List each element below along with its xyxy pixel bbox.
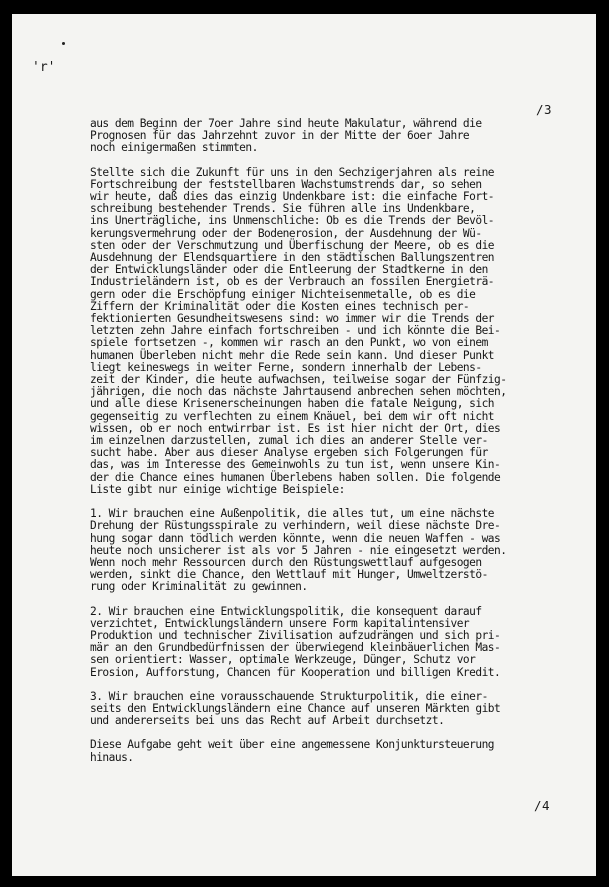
text-line: liegt keineswegs in weiter Ferne, sondern innerhalb der Lebens- — [90, 360, 482, 374]
text-line: letzten zehn Jahre einfach fortschreiben - und ich könnte die Bei- — [90, 324, 501, 338]
body-text — [90, 118, 590, 776]
margin-mark: 'r' — [32, 60, 56, 75]
text-line: spiele fortsetzen -, kommen wir rasch an den Punkt, wo von einem — [90, 336, 488, 350]
text-line: und alle diese Krisenerscheinungen haben die fatale Neigung, sich — [90, 397, 495, 411]
text-line: fektionierten Gesundheitswesens sind: wo immer wir die Trends der — [90, 312, 495, 326]
text-line: Stellte sich die Zukunft für uns in den Sechzigerjahren als reine — [90, 165, 495, 179]
text-line: ins Unerträgliche, ins Unmenschliche: Ob es die Trends der Bevöl- — [90, 214, 495, 228]
text-line: hinaus. — [90, 750, 134, 764]
text-line: Prognosen für das Jahrzehnt zuvor in der Mitte der 6oer Jahre — [90, 129, 470, 143]
paragraph — [90, 508, 590, 593]
text-line: Wenn noch mehr Ressourcen durch den Rüstungswettlauf aufgesogen — [90, 555, 482, 569]
text-line: noch einigermaßen stimmten. — [90, 141, 258, 155]
text-line: mär an den Grundbedürfnissen der überwiegend kleinbäuerlichen Mas- — [90, 641, 501, 655]
text-line: sen orientiert: Wasser, optimale Werkzeuge, Dünger, Schutz vor — [90, 653, 476, 667]
text-line: der die Chance eines humanen Überlebens haben sollen. Die folgende — [90, 470, 501, 484]
text-line: werden, sinkt die Chance, den Wettlauf mit Hunger, Umweltzerstö- — [90, 568, 488, 582]
text-line: zeit der Kinder, die heute aufwachsen, teilweise sogar der Fünfzig- — [90, 373, 507, 387]
text-line: humanen Überleben nicht mehr die Rede sein kann. Und dieser Punkt — [90, 348, 495, 362]
paragraph — [90, 739, 590, 763]
paragraph — [90, 691, 590, 728]
text-line: rung oder Kriminalität zu gewinnen. — [90, 580, 308, 594]
text-line: wissen, ob er noch entwirrbar ist. Es ist hier nicht der Ort, dies — [90, 421, 501, 435]
text-line: der Entwicklungsländer oder die Entleerung der Stadtkerne in den — [90, 263, 488, 277]
text-line: 1. Wir brauchen eine Außenpolitik, die alles tut, um eine nächste — [90, 507, 495, 521]
text-line: Ziffern der Kriminalität oder die Kosten eines technisch per- — [90, 299, 470, 313]
text-line: jährigen, die noch das nächste Jahrtausend anbrechen sehen möchten, — [90, 385, 507, 399]
text-line: Fortschreibung der feststellbaren Wachstumstrends dar, so sehen — [90, 177, 482, 191]
text-line: aus dem Beginn der 7oer Jahre sind heute Makulatur, während die — [90, 117, 482, 130]
document-page — [12, 14, 596, 876]
text-line: das, was im Interesse des Gemeinwohls zu tun ist, wenn unsere Kin- — [90, 458, 501, 472]
scan-speck — [62, 42, 65, 45]
text-line: Diese Aufgabe geht weit über eine angemessene Konjunktursteuerung — [90, 738, 495, 752]
text-line: heute noch unsicherer ist als vor 5 Jahren - nie eingesetzt werden. — [90, 543, 507, 557]
text-line: 3. Wir brauchen eine vorausschauende Strukturpolitik, die einer- — [90, 689, 488, 703]
text-line: schreibung bestehender Trends. Sie führen alle ins Undenkbare, — [90, 202, 476, 216]
page-number-top: /3 — [536, 102, 553, 117]
text-line: und andererseits bei uns das Recht auf Arbeit durchsetzt. — [90, 714, 445, 728]
paragraph — [90, 167, 590, 496]
text-line: kerungsvermehrung oder der Bodenerosion, der Ausdehnung der Wü- — [90, 226, 482, 240]
text-line: wir heute, daß dies das einzig Undenkbare ist: die einfache Fort- — [90, 190, 495, 204]
text-line: Industrieländern ist, ob es der Verbrauch an fossilen Energieträ- — [90, 275, 495, 289]
text-line: Drehung der Rüstungsspirale zu verhindern, weil diese nächste Dre- — [90, 519, 501, 533]
text-line: Produktion und technischer Zivilisation aufzudrängen und sich pri- — [90, 628, 501, 642]
text-line: gern oder die Erschöpfung einiger Nichteisenmetalle, ob es die — [90, 287, 476, 301]
paragraph — [90, 118, 590, 155]
paragraph — [90, 606, 590, 679]
text-line: seits den Entwicklungsländern eine Chance auf unseren Märkten gibt — [90, 701, 501, 715]
text-line: gegenseitig zu verflechten zu einem Knäuel, bei dem wir oft nicht — [90, 409, 495, 423]
text-line: sucht habe. Aber aus dieser Analyse ergeben sich Folgerungen für — [90, 446, 488, 460]
text-line: sten oder der Verschmutzung und Überfischung der Meere, ob es die — [90, 238, 495, 252]
page-number-bottom: /4 — [534, 798, 551, 813]
text-line: im einzelnen darzustellen, zumal ich dies an anderer Stelle ver- — [90, 434, 488, 448]
text-line: Ausdehnung der Elendsquartiere in den städtischen Ballungszentren — [90, 251, 495, 265]
text-line: Liste gibt nur einige wichtige Beispiele: — [90, 482, 345, 496]
text-line: Erosion, Aufforstung, Chancen für Kooperation und billigen Kredit. — [90, 665, 501, 679]
text-line: verzichtet, Entwicklungsländern unsere Form kapitalintensiver — [90, 616, 470, 630]
text-line: 2. Wir brauchen eine Entwicklungspolitik, die konsequent darauf — [90, 604, 482, 618]
text-line: hung sogar dann tödlich werden könnte, wenn die neuen Waffen - was — [90, 531, 501, 545]
